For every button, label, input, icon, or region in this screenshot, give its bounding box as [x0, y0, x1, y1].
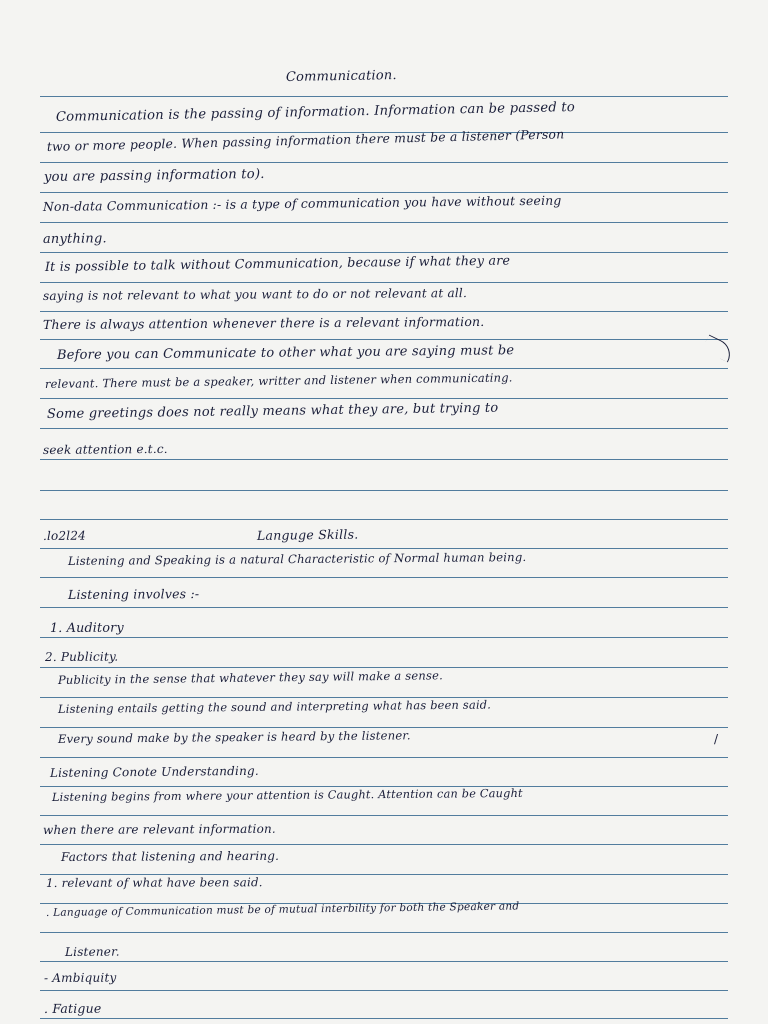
- ruled-line: [40, 459, 728, 460]
- ruled-line: [40, 519, 728, 520]
- ruled-line: [40, 607, 728, 608]
- ruled-line: [40, 252, 728, 253]
- ruled-line: [40, 222, 728, 223]
- ruled-line: [40, 398, 728, 399]
- paragraph-line: It is possible to talk without Communication, because if what they are: [44, 252, 511, 274]
- ruled-line: [40, 667, 728, 668]
- ruled-line: [40, 192, 728, 193]
- paragraph-line: Some greetings does not really means what they are, but trying to: [46, 400, 499, 422]
- ruled-line: [40, 577, 728, 578]
- ruled-line: [40, 490, 728, 491]
- ruled-line: [40, 548, 728, 549]
- paragraph-line: Listening involves :-: [67, 586, 200, 602]
- paragraph-line: anything.: [42, 231, 107, 247]
- ruled-line: [40, 339, 728, 340]
- page-title: Communication.: [285, 68, 397, 85]
- paragraph-line: Listening begins from where your attention is Caught. Attention can be Caught: [51, 786, 523, 804]
- ruled-line: [40, 428, 728, 429]
- paragraph-line: . Fatigue: [43, 1000, 102, 1016]
- paragraph-line: relevant. There must be a speaker, writter and listener when communicating.: [44, 370, 513, 391]
- paragraph-line: - Ambiquity: [43, 970, 117, 985]
- margin-pen-mark: /: [714, 732, 719, 746]
- margin-pen-curl: [702, 335, 736, 363]
- ruled-line: [40, 162, 728, 163]
- paragraph-line: . Language of Communication must be of mutual interbility for both the Speaker and: [45, 900, 520, 919]
- paragraph-line: Listening entails getting the sound and interpreting what has been said.: [57, 697, 492, 716]
- ruled-line: [40, 786, 728, 787]
- paragraph-line: Communication is the passing of information. Information can be passed to: [55, 100, 576, 125]
- paragraph-line: seek attention e.t.c.: [42, 441, 168, 457]
- ruled-line: [40, 1018, 728, 1019]
- ruled-line: [40, 815, 728, 816]
- paragraph-line: saying is not relevant to what you want to do or not relevant at all.: [42, 286, 468, 303]
- ruled-line: [40, 368, 728, 369]
- paragraph-line: 2. Publicity.: [44, 649, 119, 664]
- paragraph-line: 1. relevant of what have been said.: [45, 875, 263, 890]
- paragraph-line: Every sound make by the speaker is heard by the listener.: [57, 728, 411, 746]
- ruled-line: [40, 932, 728, 933]
- paragraph-line: Factors that listening and hearing.: [60, 848, 280, 864]
- ruled-line: [40, 282, 728, 283]
- ruled-line: [40, 844, 728, 845]
- ruled-line: [40, 637, 728, 638]
- paragraph-line: when there are relevant information.: [42, 821, 276, 837]
- paragraph-line: Non-data Communication :- is a type of communication you have without seeing: [42, 192, 562, 214]
- paragraph-line: Listening Conote Understanding.: [49, 763, 259, 780]
- paragraph-line: Listening and Speaking is a natural Characteristic of Normal human being.: [67, 550, 527, 568]
- ruled-line: [40, 961, 728, 962]
- paragraph-line: you are passing information to).: [43, 166, 265, 185]
- date-label: .lo2l24: [42, 528, 87, 543]
- paragraph-line: two or more people. When passing information there must be a listener (Person: [46, 126, 565, 154]
- ruled-line: [40, 96, 728, 97]
- paragraph-line: Listener.: [64, 944, 120, 959]
- paragraph-line: 1. Auditory: [49, 619, 124, 635]
- ruled-line: [40, 757, 728, 758]
- ruled-line: [40, 990, 728, 991]
- section-title: Languge Skills.: [256, 526, 359, 543]
- ruled-line: [40, 311, 728, 312]
- paragraph-line: Publicity in the sense that whatever they say will make a sense.: [57, 668, 444, 687]
- paragraph-line: There is always attention whenever there is a relevant information.: [42, 313, 485, 332]
- paragraph-line: Before you can Communicate to other what you are saying must be: [56, 343, 515, 363]
